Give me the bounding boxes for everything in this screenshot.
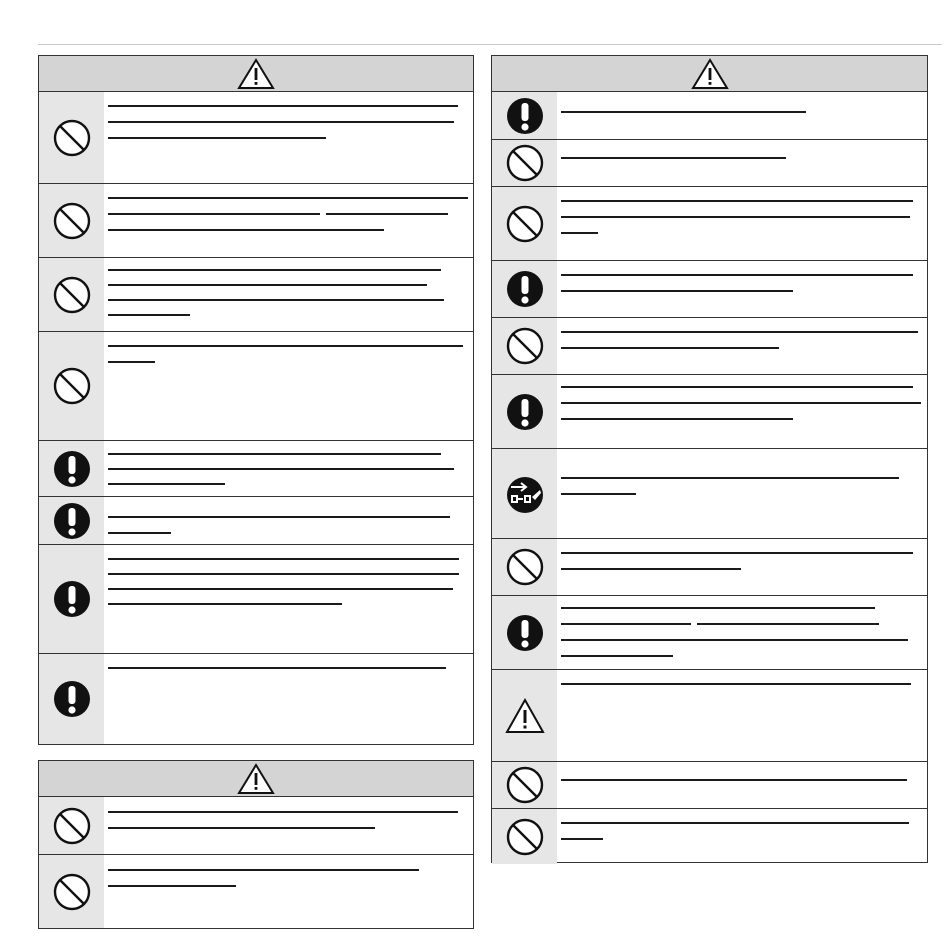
redacted-text-lines [561,200,923,248]
unplug-power-icon [505,475,545,515]
prohibited-icon [52,366,92,406]
redacted-text-lines [108,453,469,499]
redacted-text-lines [108,269,469,330]
top-divider [38,44,942,45]
redacted-text-lines [561,683,923,699]
warning-panel-left [38,55,474,745]
warning-item [492,186,927,260]
mandatory-action-icon [505,269,545,309]
warning-panel-right [491,55,928,863]
icon-cell [492,261,557,317]
warning-triangle-icon [237,58,275,90]
warning-item [492,139,927,186]
mandatory-action-icon [52,449,92,489]
icon-cell [492,140,557,186]
warning-item [39,183,473,257]
warning-item [39,331,473,440]
warning-item [39,544,473,653]
caution-item [39,797,473,854]
icon-cell [492,92,557,139]
mandatory-action-icon [52,501,92,541]
icon-cell [39,332,104,440]
icon-cell [39,654,104,744]
icon-cell [492,539,557,595]
warning-triangle-icon [237,763,275,795]
mandatory-action-icon [52,679,92,719]
prohibited-icon [52,806,92,846]
icon-cell [492,762,557,808]
warning-item [492,538,927,595]
prohibited-icon [505,143,545,183]
panel-header [39,56,473,92]
redacted-text-lines [108,345,469,377]
warning-item [39,92,473,183]
warning-item [492,448,927,538]
icon-cell [39,855,104,928]
icon-cell [492,318,557,374]
icon-cell [39,497,104,544]
redacted-text-lines [108,811,469,843]
prohibited-icon [505,547,545,587]
redacted-text-lines [561,386,923,434]
caution-triangle-icon [505,696,545,736]
prohibited-icon [52,118,92,158]
warning-item [492,669,927,761]
redacted-text-lines [108,558,469,619]
prohibited-icon [505,817,545,857]
warning-item [39,257,473,331]
warning-triangle-icon [691,58,729,90]
prohibited-icon [52,275,92,315]
warning-item [39,440,473,496]
redacted-text-lines [561,552,923,584]
redacted-text-lines [108,667,469,683]
redacted-text-lines [561,331,923,363]
mandatory-action-icon [52,579,92,619]
icon-cell [39,797,104,854]
icon-cell [39,258,104,331]
icon-cell [492,670,557,761]
icon-cell [492,187,557,260]
redacted-text-lines [561,157,923,173]
prohibited-icon [52,872,92,912]
redacted-text-lines [108,105,469,153]
icon-cell [39,441,104,496]
redacted-text-lines [108,197,469,245]
warning-item [492,317,927,374]
caution-item [39,854,473,928]
mandatory-action-icon [505,613,545,653]
prohibited-icon [505,765,545,805]
icon-cell [492,449,557,538]
icon-cell [492,809,557,864]
redacted-text-lines [561,274,923,306]
redacted-text-lines [561,607,923,671]
warning-item [39,496,473,544]
redacted-text-lines [561,822,923,854]
prohibited-icon [505,326,545,366]
redacted-text-lines [561,779,923,795]
panel-header [492,56,927,92]
prohibited-icon [52,201,92,241]
prohibited-icon [505,204,545,244]
icon-cell [39,545,104,653]
caution-panel-left [38,760,474,929]
icon-cell [492,596,557,669]
redacted-text-lines [561,111,923,127]
icon-cell [39,92,104,183]
redacted-text-lines [108,869,469,901]
icon-cell [492,375,557,448]
warning-item [492,92,927,139]
warning-item [492,595,927,669]
warning-item [492,808,927,864]
icon-cell [39,184,104,257]
panel-header [39,761,473,797]
warning-item [39,653,473,744]
warning-item [492,374,927,448]
mandatory-action-icon [505,96,545,136]
redacted-text-lines [561,477,923,509]
warning-item [492,260,927,317]
warning-item [492,761,927,808]
mandatory-action-icon [505,392,545,432]
